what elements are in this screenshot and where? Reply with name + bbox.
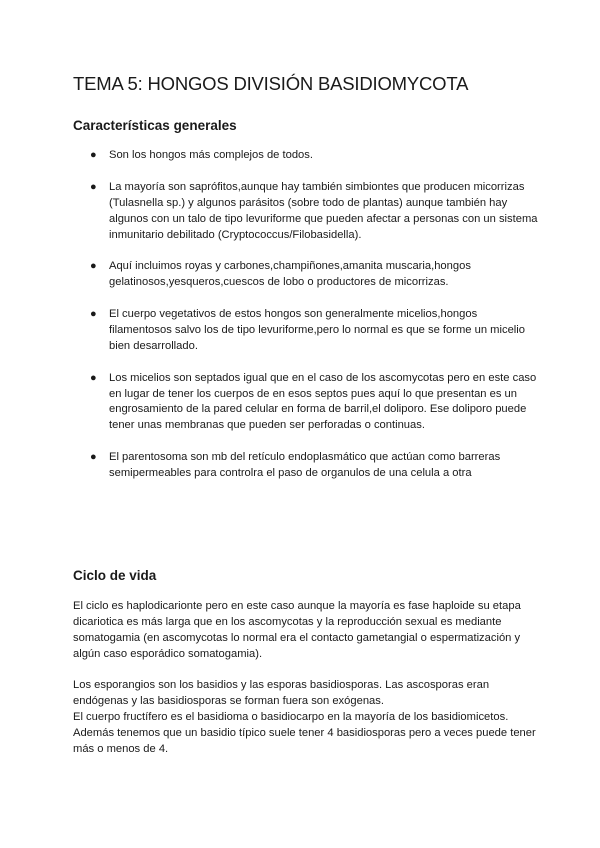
section-heading-caracteristicas: Características generales — [73, 118, 237, 133]
bullet-icon: ● — [90, 149, 97, 161]
bullet-icon: ● — [90, 260, 97, 273]
paragraph-ciclo: El ciclo es haplodicarionte pero en este caso aunque la mayoría es fase haploide su etapa dicariotica es más larga que en los ascomycotas y la reproducción sexual es mediante somatogamia (en ascomycotas lo normal era el contacto gametangial o espermatización y algún caso esporádico somatogamia). — [73, 600, 521, 660]
list-item-text: Los micelios son septados igual que en el caso de los ascomycotas pero en este caso en lugar de tener los cuerpos de en esos septos pues aquí lo que presentan es un engrosamiento de la pared celular en forma de barril,el doliporo. Ese doliporo puede tener unas membranas que pueden ser perforadas o continuas. — [109, 371, 537, 432]
section-heading-ciclo-de-vida: Ciclo de vida — [73, 568, 157, 583]
bullet-icon: ● — [90, 308, 97, 321]
list-item-text: La mayoría son saprófitos,aunque hay también simbiontes que producen micorrizas (Tulasnella sp.) y algunos parásitos (sobre todo de plantas) aunque también hay algunos con un talo de tipo levuriforme que pueden afectar a personas con un sistema inmunitario debilitado (Cryptococcus/Filobasidella). — [109, 180, 538, 241]
bullet-icon: ● — [90, 371, 97, 384]
list-item — [90, 371, 540, 435]
list-item — [90, 180, 540, 244]
list-item — [90, 259, 540, 291]
paragraph-esporangios: Los esporangios son los basidios y las esporas basidiosporas. Las ascosporas eran endógenas y las basidiosporas se forman fuera son exógenas. — [73, 679, 490, 707]
characteristics-list — [90, 148, 540, 498]
bullet-icon: ● — [90, 451, 97, 464]
list-item-text: Aquí incluimos royas y carbones,champiñones,amanita muscaria,hongos gelatinosos,yesqueros,cuescos de lobo o productores de micorrizas. — [109, 260, 471, 289]
list-item — [90, 450, 540, 482]
list-item-text: El cuerpo vegetativos de estos hongos son generalmente micelios,hongos filamentosos salvo los de tipo levuriforme,pero lo normal es que se forme un micelio bien desarrollado. — [109, 308, 525, 352]
bullet-icon: ● — [90, 180, 97, 193]
list-item-text: Son los hongos más complejos de todos. — [109, 149, 313, 161]
list-item-text: El parentosoma son mb del retículo endoplasmático que actúan como barreras semipermeables para controlra el paso de organulos de una celula a otra — [109, 451, 501, 480]
page-title: TEMA 5: HONGOS DIVISIÓN BASIDIOMYCOTA — [73, 73, 469, 94]
list-item — [90, 307, 540, 355]
paragraph-cuerpo-fructifero: El cuerpo fructífero es el basidioma o basidiocarpo en la mayoría de los basidiomicetos. Además tenemos que un basidio típico suele tener 4 basidiosporas pero a veces puede tener más o menos de 4. — [73, 711, 536, 755]
list-item — [90, 148, 540, 164]
